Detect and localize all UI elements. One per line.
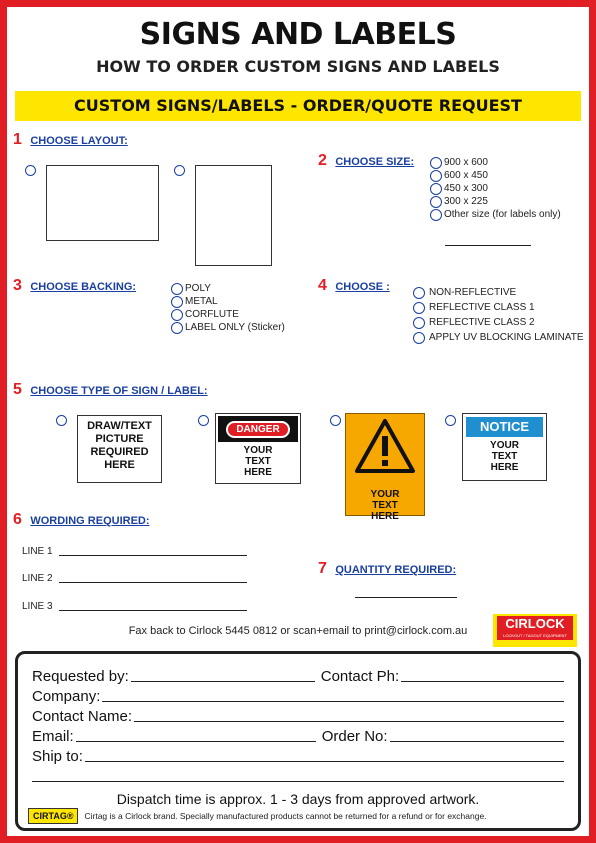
radio-icon[interactable] xyxy=(413,317,425,329)
backing-option[interactable]: CORFLUTE xyxy=(171,308,285,321)
radio-icon[interactable] xyxy=(413,302,425,314)
danger-label: DANGER xyxy=(226,421,289,438)
backing-options xyxy=(171,282,285,334)
section-title: CHOOSE : xyxy=(335,281,390,293)
dispatch-note: Dispatch time is approx. 1 - 3 days from approved artwork. xyxy=(116,791,480,807)
danger-card-text: YOUR TEXT HERE xyxy=(243,445,273,478)
radio-icon[interactable] xyxy=(430,183,442,195)
type-notice-radio[interactable] xyxy=(445,415,456,426)
warning-sign-card xyxy=(345,413,425,522)
section-layout-heading xyxy=(13,131,128,149)
section-number: 2 xyxy=(318,152,327,169)
cirtag-logo: CIRTAG® xyxy=(28,808,78,824)
size-option[interactable]: 300 x 225 xyxy=(430,195,561,208)
warning-card-text: YOUR TEXT HERE xyxy=(370,489,400,522)
wording-line-1-field[interactable] xyxy=(59,555,247,556)
radio-icon[interactable] xyxy=(430,196,442,208)
radio-icon[interactable] xyxy=(413,287,425,299)
section-title: CHOOSE LAYOUT: xyxy=(30,135,128,147)
other-size-field[interactable] xyxy=(445,245,531,246)
radio-icon[interactable] xyxy=(413,332,425,344)
layout-portrait-radio[interactable] xyxy=(174,165,185,176)
form-row xyxy=(32,745,564,765)
requested-by-label: Requested by: xyxy=(32,668,129,685)
section-size-heading xyxy=(318,152,414,170)
cirtag-footer xyxy=(28,808,487,824)
radio-icon[interactable] xyxy=(171,296,183,308)
layout-portrait-box xyxy=(195,165,272,266)
backing-option[interactable]: POLY xyxy=(171,282,285,295)
order-form-page xyxy=(7,7,589,836)
radio-icon[interactable] xyxy=(430,170,442,182)
notice-card-text: YOUR TEXT HERE xyxy=(490,440,519,473)
contact-ph-field[interactable] xyxy=(401,681,564,682)
form-row xyxy=(32,725,564,745)
reflectivity-option[interactable]: REFLECTIVE CLASS 1 xyxy=(413,300,584,315)
section-backing-heading xyxy=(13,277,136,295)
company-field[interactable] xyxy=(102,701,564,702)
layout-landscape-radio[interactable] xyxy=(25,165,36,176)
notice-header-bar: NOTICE xyxy=(466,417,543,437)
size-option[interactable]: 900 x 600 xyxy=(430,156,561,169)
wording-line-3: LINE 3 xyxy=(22,601,247,612)
wording-line-3-field[interactable] xyxy=(59,610,247,611)
radio-icon[interactable] xyxy=(430,209,442,221)
wording-line-1: LINE 1 xyxy=(22,546,247,557)
page-subtitle: HOW TO ORDER CUSTOM SIGNS AND LABELS xyxy=(96,57,500,76)
warning-triangle-icon xyxy=(354,418,416,474)
type-custom-radio[interactable] xyxy=(56,415,67,426)
notice-sign-card xyxy=(462,413,547,481)
radio-icon[interactable] xyxy=(171,322,183,334)
page-title: SIGNS AND LABELS xyxy=(139,17,457,52)
section-number: 1 xyxy=(13,131,22,148)
section-choose-heading xyxy=(318,277,390,295)
radio-icon[interactable] xyxy=(171,309,183,321)
wording-line-2-field[interactable] xyxy=(59,582,247,583)
email-field[interactable] xyxy=(76,741,316,742)
form-row xyxy=(32,665,564,685)
size-option[interactable]: Other size (for labels only) xyxy=(430,208,561,221)
form-row xyxy=(32,765,564,785)
order-no-field[interactable] xyxy=(390,741,564,742)
size-option[interactable]: 450 x 300 xyxy=(430,182,561,195)
section-title: CHOOSE BACKING: xyxy=(30,281,137,293)
cirlock-logo-tagline: LOCKOUT / TAGOUT EQUIPMENT xyxy=(497,632,573,640)
wording-line-2: LINE 2 xyxy=(22,573,247,584)
cirtag-disclaimer: Cirtag is a Cirlock brand. Specially manufactured products cannot be returned for a refund or for exchange. xyxy=(84,811,487,821)
contact-name-label: Contact Name: xyxy=(32,708,133,725)
danger-sign-card xyxy=(215,413,301,484)
size-options xyxy=(430,156,561,221)
section-number: 4 xyxy=(318,277,327,294)
form-row xyxy=(32,685,564,705)
section-number: 5 xyxy=(13,381,22,398)
backing-option[interactable]: METAL xyxy=(171,295,285,308)
requested-by-field[interactable] xyxy=(131,681,315,682)
ship-to-field-line-2[interactable] xyxy=(32,781,564,782)
type-danger-radio[interactable] xyxy=(198,415,209,426)
section-number: 7 xyxy=(318,560,327,577)
email-label: Email: xyxy=(32,728,74,745)
backing-option[interactable]: LABEL ONLY (Sticker) xyxy=(171,321,285,334)
reflectivity-option[interactable]: REFLECTIVE CLASS 2 xyxy=(413,315,584,330)
section-title: WORDING REQUIRED: xyxy=(30,515,150,527)
form-row xyxy=(32,705,564,725)
section-wording-heading xyxy=(13,511,150,529)
section-title: QUANTITY REQUIRED: xyxy=(335,564,457,576)
radio-icon[interactable] xyxy=(430,157,442,169)
section-number: 3 xyxy=(13,277,22,294)
size-option[interactable]: 600 x 450 xyxy=(430,169,561,182)
request-banner: CUSTOM SIGNS/LABELS - ORDER/QUOTE REQUEST xyxy=(15,91,581,121)
contact-ph-label: Contact Ph: xyxy=(320,668,400,685)
section-title: CHOOSE TYPE OF SIGN / LABEL: xyxy=(30,385,208,397)
reflectivity-option[interactable]: NON-REFLECTIVE xyxy=(413,285,584,300)
reflectivity-option[interactable]: APPLY UV BLOCKING LAMINATE xyxy=(413,330,584,345)
cirlock-logo-name: CIRLOCK xyxy=(497,616,573,632)
layout-landscape-box xyxy=(46,165,159,241)
custom-draw-sign-card: DRAW/TEXT PICTURE REQUIRED HERE xyxy=(77,415,162,483)
radio-icon[interactable] xyxy=(171,283,183,295)
type-warning-radio[interactable] xyxy=(330,415,341,426)
reflectivity-options xyxy=(413,285,584,345)
ship-to-label: Ship to: xyxy=(32,748,83,765)
section-title: CHOOSE SIZE: xyxy=(335,156,415,168)
ship-to-field[interactable] xyxy=(85,761,564,762)
danger-header-bar xyxy=(218,416,298,442)
fax-instructions: Fax back to Cirlock 5445 0812 or scan+email to print@cirlock.com.au xyxy=(128,625,468,637)
requester-form xyxy=(32,665,564,785)
contact-name-field[interactable] xyxy=(134,721,564,722)
section-quantity-heading xyxy=(318,560,456,578)
order-no-label: Order No: xyxy=(321,728,388,745)
section-type-heading xyxy=(13,381,208,399)
requester-details-box xyxy=(15,651,581,831)
quantity-field[interactable] xyxy=(355,597,457,598)
section-number: 6 xyxy=(13,511,22,528)
company-label: Company: xyxy=(32,688,101,705)
